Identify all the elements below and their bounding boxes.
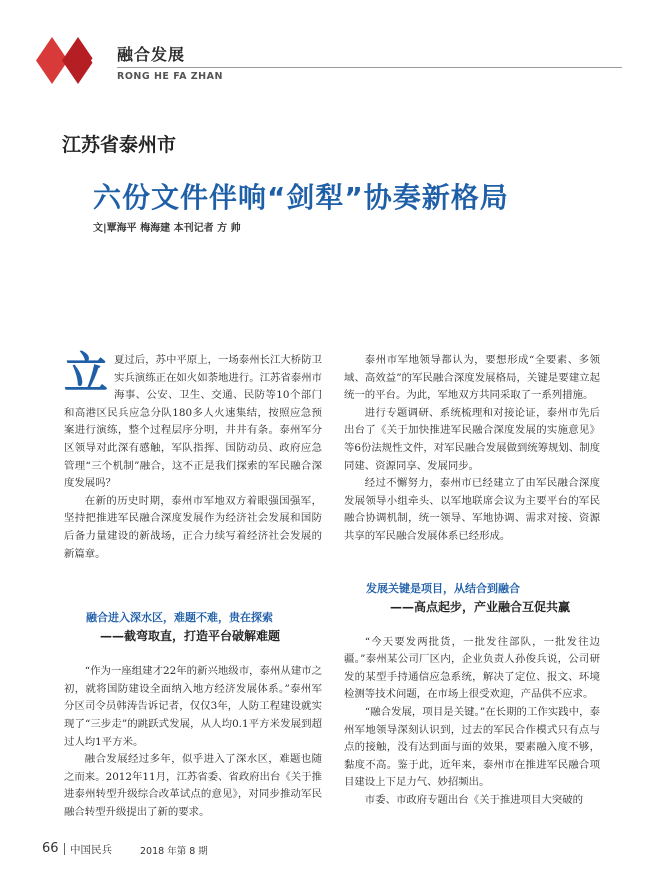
section-title: 融合发展 [117, 45, 186, 64]
paragraph: 泰州市军地领导都认为，要想形成“全要素、多领域、高效益”的军民融合深度发展格局，关键是要建立起统一的平台。为此，军地双方共同采取了一系列措施。 [344, 354, 600, 402]
paragraph: 立夏过后，苏中平原上，一场泰州长江大桥防卫实兵演练正在如火如荼地进行。江苏省泰州市海事、公安、卫生、交通、民防等10个部门和高港区民兵应急分队180多人火速集结，按照应急预案进行演练，整个过程层序分明，井井有条。泰州军分区领导对此深有感触，军队指挥、国防动员、政府应急管理“三个机制”融合，这不正是我们探索的军民融合深度发展吗？ [64, 348, 322, 490]
paragraph: 融合发展经过多年，似乎进入了深水区，难题也随之而来。2012年11月，江苏省委、省政府出台《关于推进泰州转型升级综合改革试点的意见》，对同步推动军民融合转型升级提出了新的要求。 [64, 753, 322, 818]
dropcap: 立 [64, 348, 108, 399]
magazine-name: 中国民兵 [70, 844, 112, 856]
section-divider [117, 67, 622, 68]
paragraph: “融合发展，项目是关键。”在长期的工作实践中，泰州军地领导深刻认识到，过去的军民合作模式只有点与点的接触，没有达到面与面的效果，要素融入度不够，黏度不高。鉴于此，近年来，泰州市在推进军民融合项目建设上下足力气、妙招频出。 [344, 705, 600, 789]
subheading: 融合进入深水区，难题不难，贵在探索 [86, 611, 273, 625]
paragraph: 经过不懈努力，泰州市已经建立了由军民融合深度发展领导小组牵头、以军地联席会议为主要平台的军民融合协调机制，统一领导、军地协调、需求对接、资源共享的军民融合发展体系已经形成。 [344, 477, 600, 542]
subheading-secondary: ——截弯取直，打造平台破解难题 [100, 629, 281, 644]
paragraph: “今天要发两批货，一批发往部队，一批发往边疆。”泰州某公司厂区内，企业负责人孙俊兵说，公司研发的某型手持通信应急系统，解决了定位、报文、环境检测等技术问题，在市场上很受欢迎，产品供不应求。 [344, 635, 600, 701]
article-byline: 文|覃海平 梅海建 本刊记者 方 帅 [93, 223, 241, 234]
article-title: 六份文件伴响“剑犁”协奏新格局 [93, 181, 509, 214]
paragraph: 市委、市政府专题出台《关于推进项目大突破的 [364, 793, 583, 806]
paragraph: “作为一座组建才22年的新兴地级市，泰州从建市之初，就将国防建设全面纳入地方经济发展体系。”泰州军分区司令员韩涛告诉记者，仅仅3年，人防工程建设就实现了“三步走”的跳跃式发展，从人均0.1平方米发展到超过人均1平方米。 [64, 665, 322, 748]
page-number: 66 [42, 841, 59, 856]
section-logo-icon [34, 33, 114, 88]
subheading: 发展关键是项目，从结合到融合 [366, 581, 520, 595]
left-column [64, 348, 322, 821]
article-region: 江苏省泰州市 [62, 134, 177, 156]
paragraph: 在新的历史时期，泰州市军地双方着眼强国强军，坚持把推进军民融合深度发展作为经济社会发展和国防后备力量建设的新战场，正合力续写着经济社会发展的新篇章。 [64, 494, 322, 560]
right-column [344, 352, 600, 809]
issue-label: 2018 年第 8 期 [140, 846, 208, 857]
paragraph: 进行专题调研、系统梳理和对接论证，泰州市先后出台了《关于加快推进军民融合深度发展的实施意见》等6份法规性文件，对军民融合发展做到统筹规划、制度同建、资源同享、发展同步。 [344, 406, 600, 472]
subheading-secondary: ——高点起步，产业融合互促共赢 [390, 599, 571, 614]
footer-divider [64, 843, 65, 855]
section-pinyin: RONG HE FA ZHAN [117, 71, 223, 82]
